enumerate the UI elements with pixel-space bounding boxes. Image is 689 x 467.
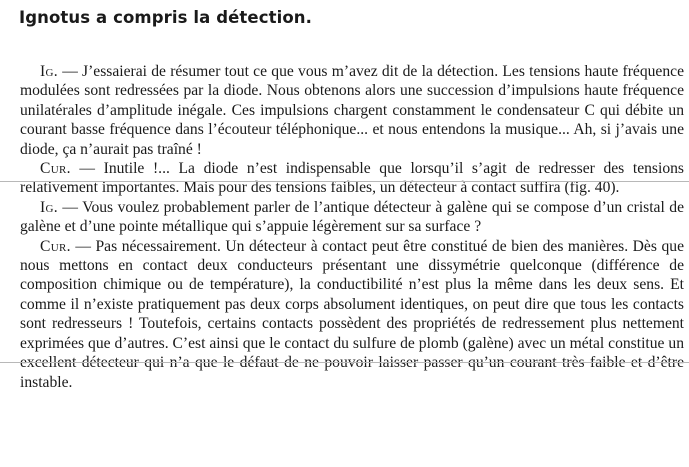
speaker-label: Ig. xyxy=(40,63,58,80)
scan-line-artifact xyxy=(0,181,689,182)
paragraph-cur-contact xyxy=(20,159,684,198)
paragraph-cur-detector xyxy=(20,237,684,392)
speaker-label: Cur. xyxy=(40,160,71,178)
dialogue-body xyxy=(20,62,684,392)
section-title: Ignotus a compris la détection. xyxy=(19,8,312,27)
paragraph-text: — J’essaierai de résumer tout ce que vous m’avez dit de la détection. Les tensions haute fréquence modulées sont redressées par la diode. Nous obtenons alors une succession d’impulsions haute fréquence unilatérales d’amplitude inégale. Ces impulsions chargent constamment le condensateur C qui débite un courant basse fréquence dans l’écouteur téléphonique... et nous entendons la musique... Ah, si j’avais une diode, ça n’aurait pas traîné ! xyxy=(20,63,684,158)
paragraph-ig-summary xyxy=(20,62,684,159)
scan-line-artifact xyxy=(0,362,689,363)
paragraph-text: — Vous voulez probablement parler de l’antique détecteur à galène qui se compose d’un cristal de galène et d’une pointe métallique qui s’appuie légèrement sur sa surface ? xyxy=(20,198,684,236)
speaker-label: Ig. xyxy=(40,198,58,216)
paragraph-text: — Pas nécessairement. Un détecteur à contact peut être constitué de bien des manières. Dès que nous mettons en contact deux conducteurs présentant une dissymétrie quelconque (différence de composition chimique ou de température), la conductibilité n’est plus la même dans les deux sens. Et comme il n’existe pratiquement pas deux corps absolument identiques, on peut dire que tous les contacts sont redresseurs ! Toutefois, certains contacts possèdent des propriétés de redressement plus nettement exprimées que d’autres. C’est ainsi que le contact du sulfure de plomb (galène) avec un métal constitue un excellent détecteur qui n’a que le défaut de ne pouvoir laisser passer qu’un courant très faible et d’être instable. xyxy=(20,237,684,391)
paragraph-text: — Inutile !... La diode n’est indispensable que lorsqu’il s’agit de redresser des tensions relativement importantes. Mais pour des tensions faibles, un détecteur à contact suffira (fig. 40). xyxy=(20,160,684,197)
paragraph-ig-galena xyxy=(20,198,684,237)
speaker-label: Cur. xyxy=(40,237,71,255)
